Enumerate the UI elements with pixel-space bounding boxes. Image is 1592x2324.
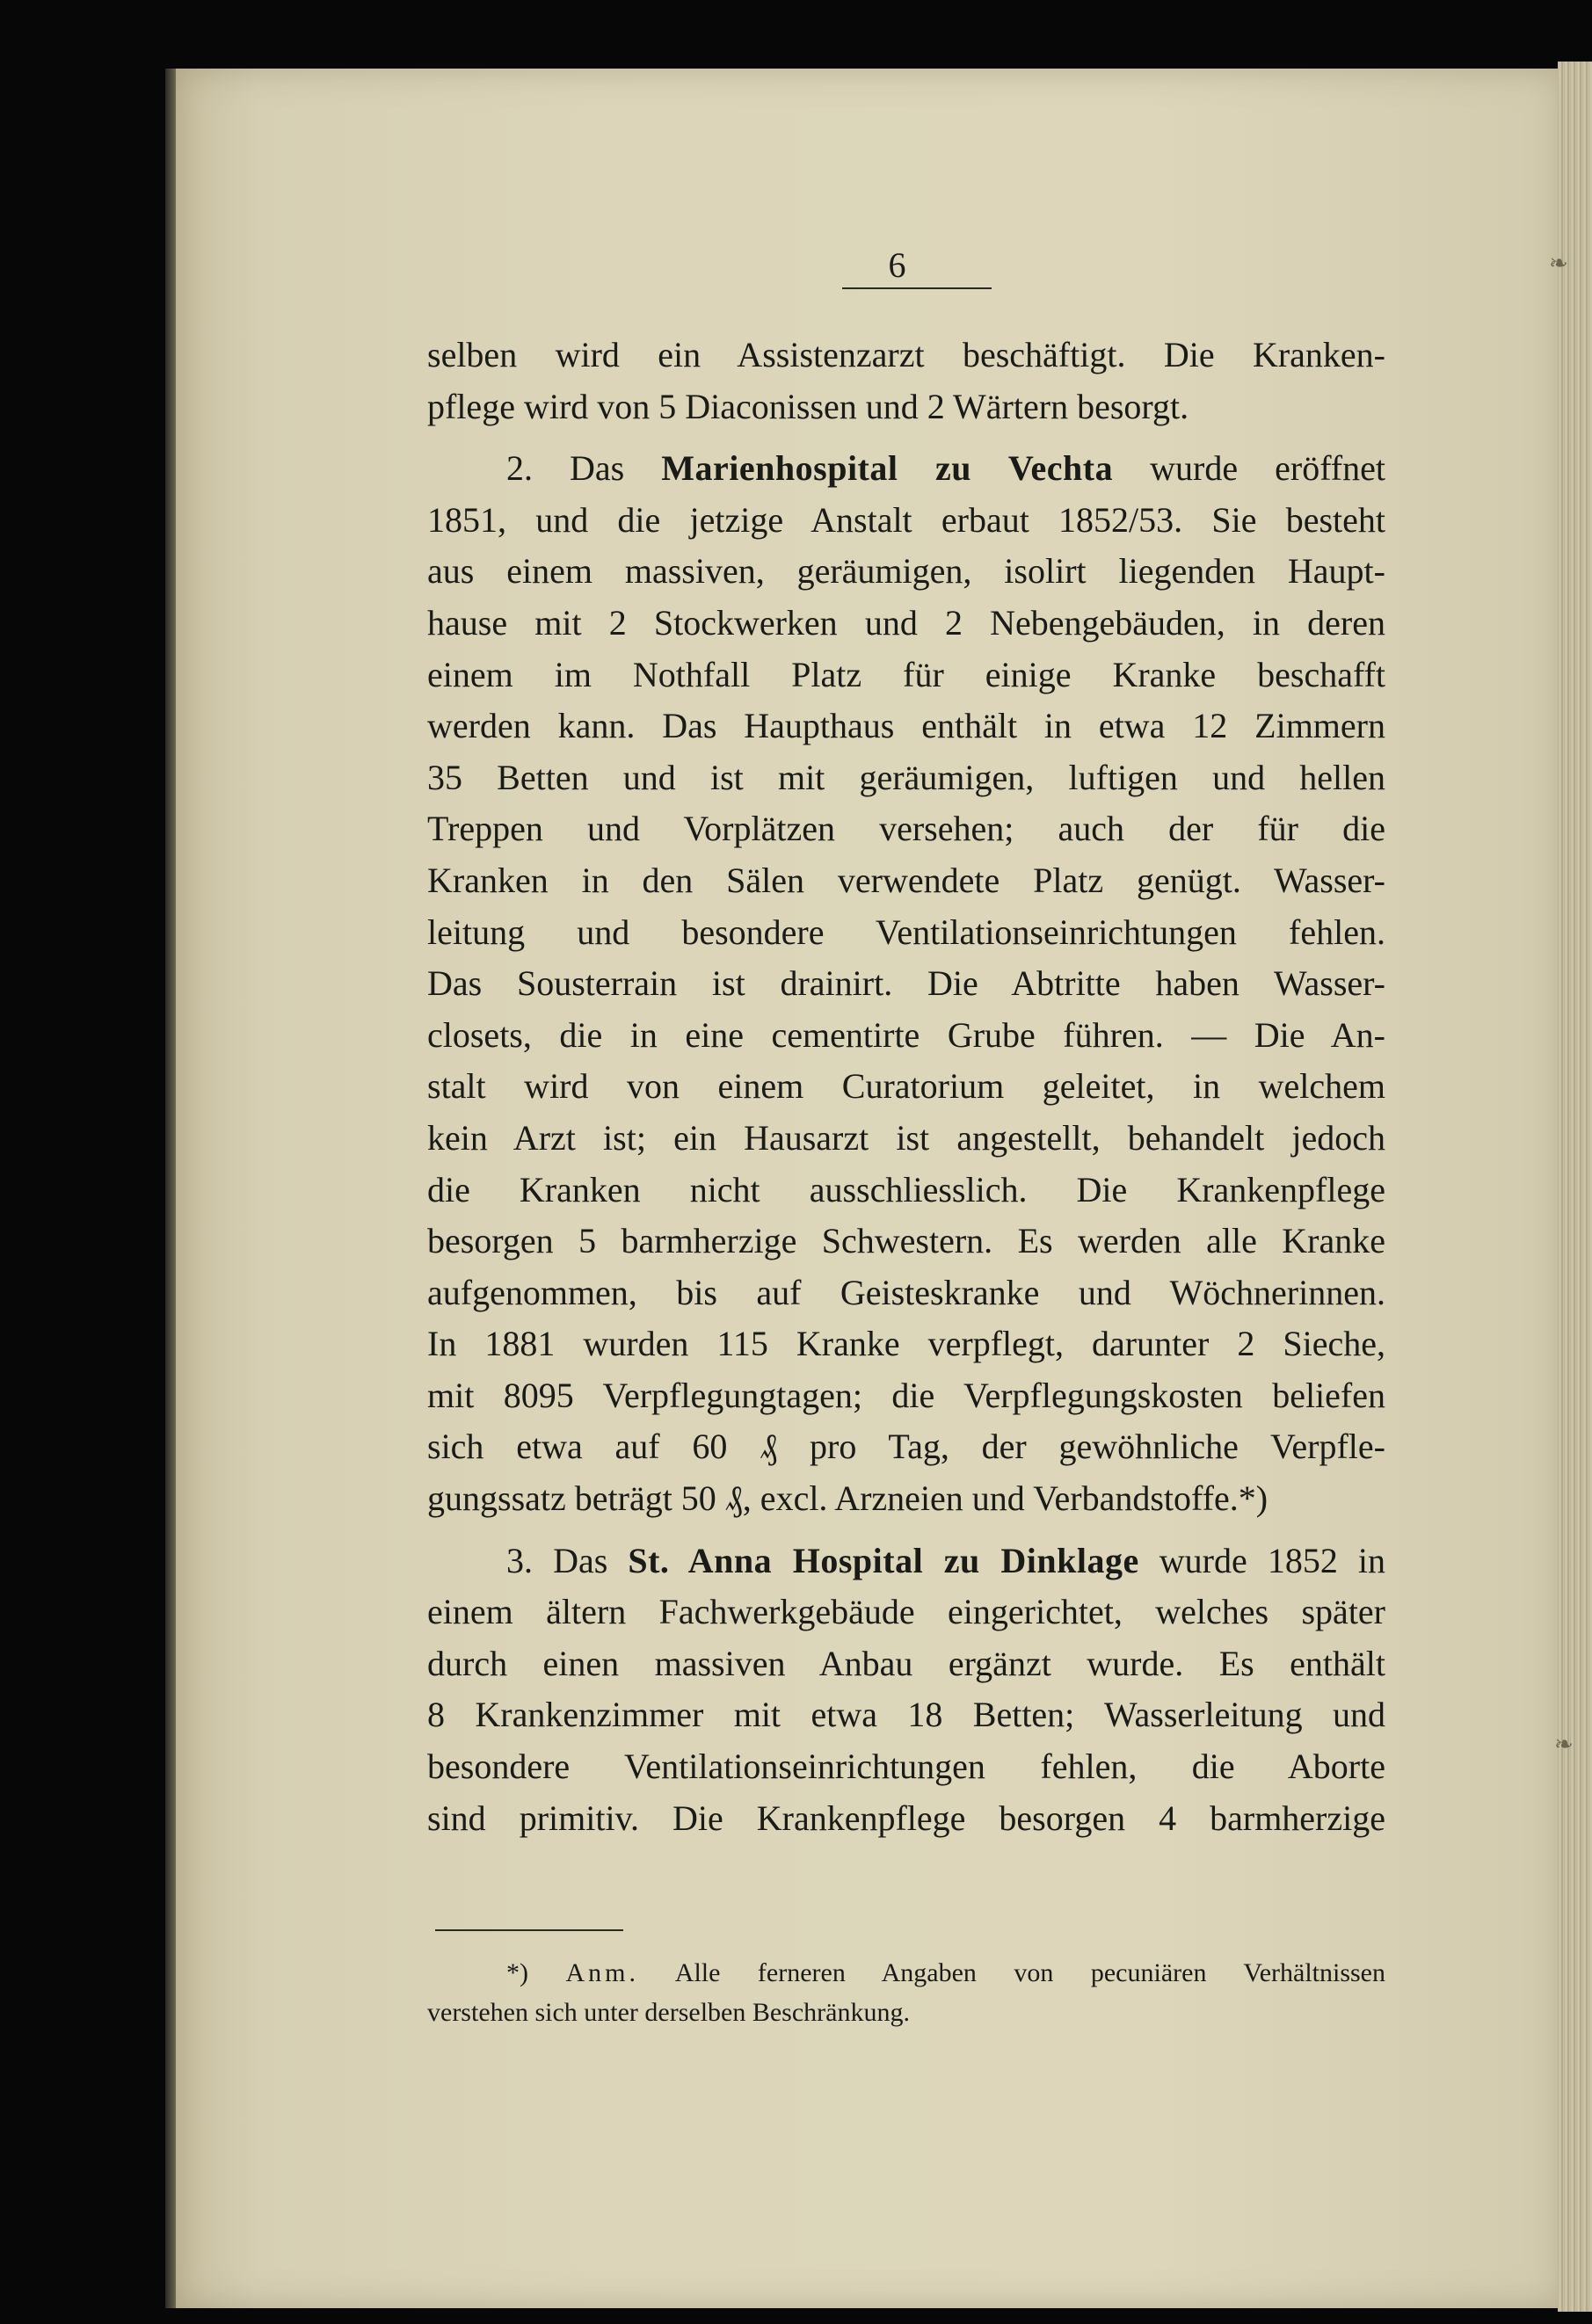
- text-line: Kranken in den Sälen verwendete Platz genügt. Wasser-: [427, 860, 1385, 900]
- text-line: leitung und besondere Ventilationseinrichtungen fehlen.: [427, 911, 1385, 952]
- text-run: Alle ferneren Angaben von pecuniären Verhältnissen: [638, 1958, 1385, 1987]
- text-line: Das Sousterrain ist drainirt. Die Abtritte haben Wasser-: [427, 963, 1385, 1004]
- paragraph-number: 3. Das: [506, 1540, 629, 1580]
- text-line: stalt wird von einem Curatorium geleitet, in welchem: [427, 1066, 1385, 1107]
- text-line: aufgenommen, bis auf Geisteskranke und Wöchnerinnen.: [427, 1272, 1385, 1312]
- text-line: gungssatz beträgt 50 ₰, excl. Arzneien und Verbandstoffe.*): [427, 1478, 1269, 1519]
- text-line: sind primitiv. Die Krankenpflege besorgen 4 barmherzige: [427, 1797, 1385, 1838]
- footnote-line: [427, 1953, 1385, 1993]
- text-line: [427, 1536, 1385, 1587]
- text-line: 35 Betten und ist mit geräumigen, luftigen und hellen: [427, 757, 1385, 797]
- text-line: besondere Ventilationseinrichtungen fehlen, die Aborte: [427, 1747, 1385, 1787]
- text-line: closets, die in eine cementirte Grube führen. — Die An-: [427, 1014, 1385, 1055]
- text-line: 1851, und die jetzige Anstalt erbaut 1852/53. Sie besteht: [427, 499, 1385, 540]
- body-text: [427, 330, 1385, 1844]
- header-rule: [842, 287, 992, 289]
- paragraph-2: [427, 443, 1385, 1524]
- paragraph-1: [427, 330, 1385, 432]
- text-line: selben wird ein Assistenzarzt beschäftigt. Die Kranken-: [427, 335, 1385, 374]
- hospital-name: St. Anna Hospital zu Dinklage: [628, 1540, 1139, 1580]
- text-line: Treppen und Vorplätzen versehen; auch der für die: [427, 809, 1385, 849]
- text-line: aus einem massiven, geräumigen, isolirt liegenden Haupt-: [427, 551, 1385, 592]
- text-line: kein Arzt ist; ein Hausarzt ist angestellt, behandelt jedoch: [427, 1117, 1385, 1158]
- text-line: durch einen massiven Anbau ergänzt wurde. Es enthält: [427, 1643, 1385, 1683]
- text-line: 8 Krankenzimmer mit etwa 18 Betten; Wasserleitung und: [427, 1695, 1385, 1735]
- footnote-rule: [435, 1929, 623, 1931]
- text-line: die Kranken nicht ausschliesslich. Die Krankenpflege: [427, 1169, 1385, 1209]
- page-header: [842, 239, 992, 292]
- footnote: [427, 1953, 1385, 2032]
- text-line: einem ältern Fachwerkgebäude eingerichtet, welches später: [427, 1592, 1385, 1632]
- text-line: besorgen 5 barmherzige Schwestern. Es werden alle Kranke: [427, 1221, 1385, 1261]
- footnote-marker: *): [506, 1958, 566, 1987]
- text-line: einem im Nothfall Platz für einige Kranke beschafft: [427, 654, 1385, 694]
- text-run: wurde 1852 in: [1138, 1540, 1386, 1580]
- text-line: In 1881 wurden 115 Kranke verpflegt, darunter 2 Sieche,: [427, 1324, 1385, 1364]
- text-line: pflege wird von 5 Diaconissen und 2 Wärtern besorgt.: [427, 386, 1189, 426]
- footnote-line: verstehen sich unter derselben Beschränkung.: [427, 1998, 910, 2027]
- text-line: mit 8095 Verpflegungtagen; die Verpflegungskosten beliefen: [427, 1375, 1385, 1415]
- margin-mark: ❧: [1549, 251, 1568, 276]
- page-edges: [1558, 62, 1592, 2312]
- hospital-name: Marienhospital zu Vechta: [661, 448, 1114, 489]
- text-run: wurde eröffnet: [1113, 448, 1385, 489]
- paragraph-3: [427, 1536, 1385, 1845]
- margin-mark: ❧: [1554, 1732, 1574, 1757]
- paragraph-number: 2. Das: [506, 448, 662, 489]
- text-line: [427, 443, 1385, 495]
- text-line: werden kann. Das Haupthaus enthält in etwa 12 Zimmern: [427, 706, 1385, 746]
- text-line: hause mit 2 Stockwerken und 2 Nebengebäuden, in deren: [427, 602, 1385, 643]
- text-line: sich etwa auf 60 ₰ pro Tag, der gewöhnliche Verpfle-: [427, 1427, 1385, 1467]
- page-number: 6: [888, 245, 906, 285]
- footnote-label: Anm.: [565, 1958, 639, 1987]
